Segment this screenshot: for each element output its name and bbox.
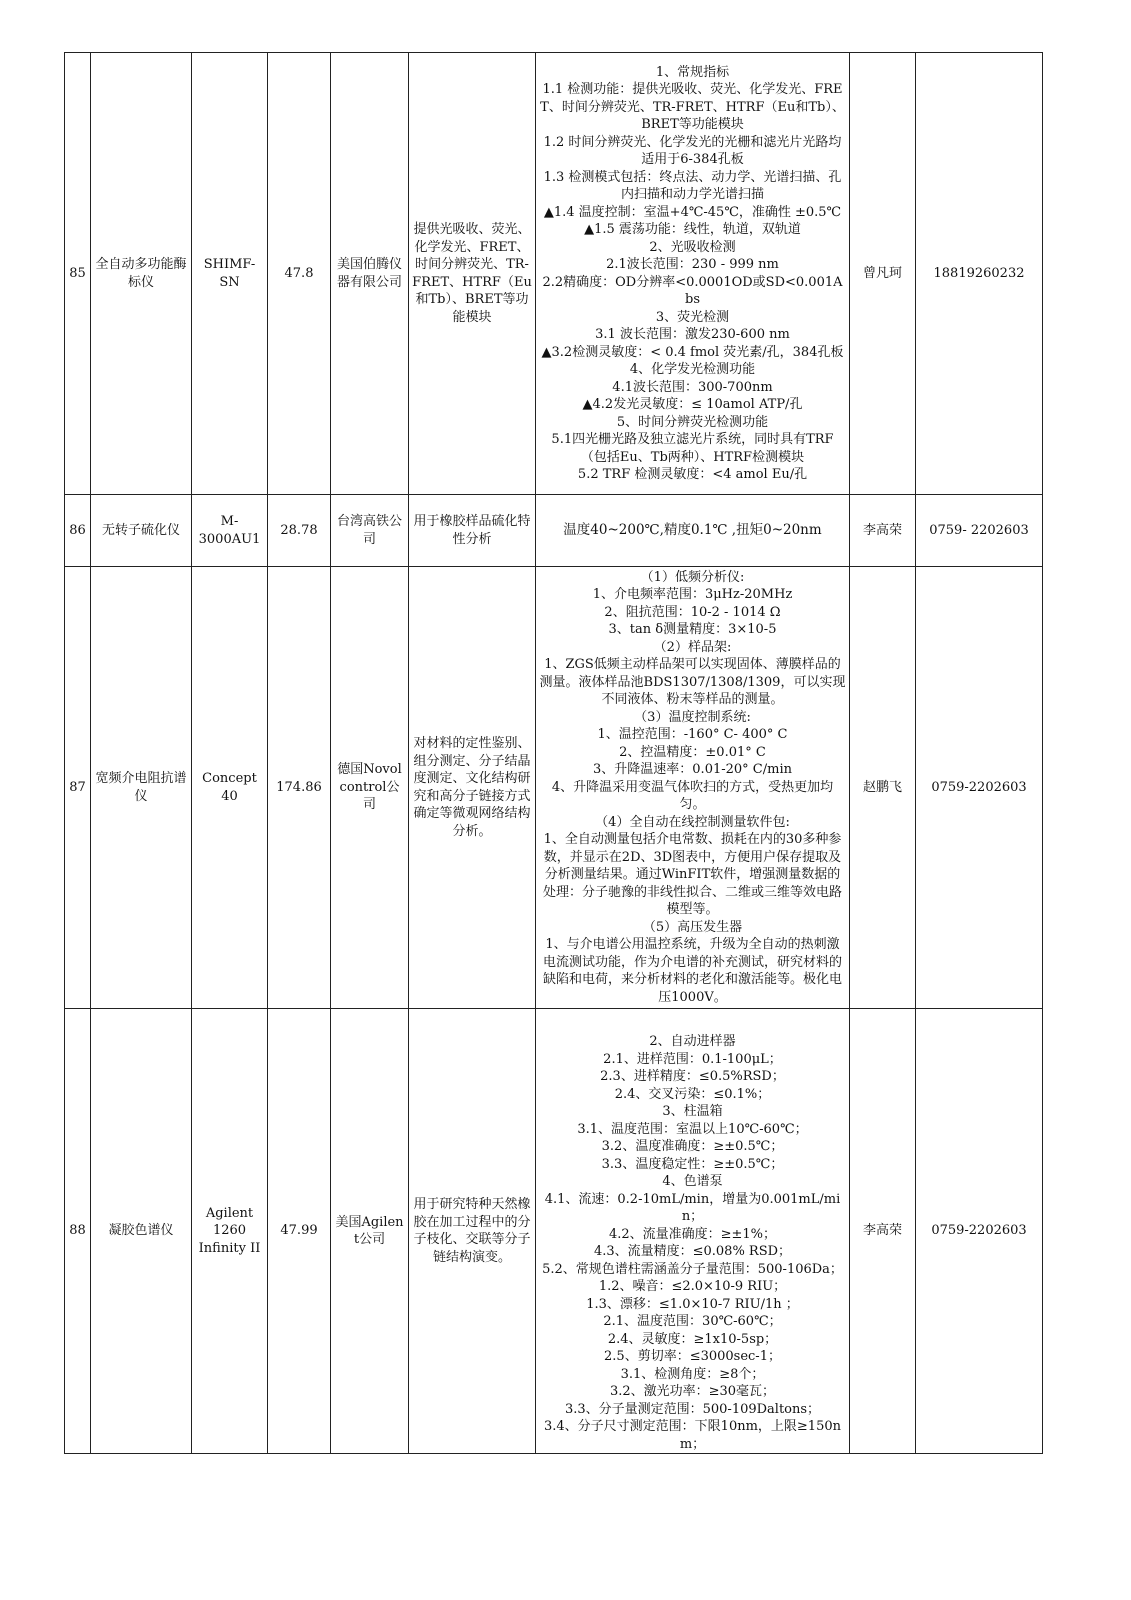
spec-line: 5.2 TRF 检测灵敏度：<4 amol Eu/孔 bbox=[577, 467, 808, 482]
spec-line: 5.2、常规色谱柱需涵盖分子量范围：500-106Da； bbox=[542, 1261, 843, 1277]
specifications bbox=[536, 495, 850, 567]
purpose: 用于橡胶样品硫化特性分析 bbox=[409, 495, 536, 567]
spec-line: 3、柱温箱 bbox=[662, 1104, 723, 1119]
spec-line: 2、自动进样器 bbox=[649, 1034, 736, 1049]
spec-line: 2.1波长范围：230 - 999 nm bbox=[606, 257, 779, 272]
spec-line: 1.3、漂移：≤1.0×10-7 RIU/1h ； bbox=[586, 1296, 799, 1312]
spec-line: ▲1.4 温度控制：室温+4℃-45℃，准确性 ±0.5℃ bbox=[543, 204, 842, 220]
spec-line: （1）低频分析仪: bbox=[640, 569, 745, 585]
specifications bbox=[536, 1009, 850, 1454]
spec-line: 2.4、交叉污染：≤0.1%； bbox=[614, 1086, 771, 1102]
row-number: 88 bbox=[65, 1009, 91, 1454]
spec-line: 5、时间分辨荧光检测功能 bbox=[616, 414, 769, 430]
model-number: M-3000AU1 bbox=[192, 495, 268, 567]
spec-line: 2.5、剪切率：≤3000sec-1； bbox=[604, 1349, 781, 1364]
phone-number: 0759-2202603 bbox=[916, 1009, 1043, 1454]
manufacturer: 德国Novolcontrol公司 bbox=[331, 567, 409, 1009]
spec-line: 3.1、检测角度：≥8个； bbox=[620, 1366, 765, 1382]
spec-line: 2.1、进样范围：0.1-100μL； bbox=[603, 1051, 782, 1067]
spec-line: 1、常规指标 bbox=[655, 64, 730, 80]
equipment-name: 无转子硫化仪 bbox=[91, 495, 192, 567]
price: 174.86 bbox=[268, 567, 331, 1009]
spec-line: ▲3.2检测灵敏度：< 0.4 fmol 荧光素/孔，384孔板 bbox=[541, 344, 844, 360]
model-number: SHIMF-SN bbox=[192, 53, 268, 495]
spec-line: 1、与介电谱公用温控系统，升级为全自动的热刺激电流测试功能，作为介电谱的补充测试，研究材料的缺陷和电荷，来分析材料的老化和激活能等。极化电压1000V。 bbox=[542, 937, 842, 1005]
spec-line: （5）高压发生器 bbox=[642, 919, 743, 935]
spec-line: 2.4、灵敏度：≥1x10-5sp； bbox=[607, 1331, 778, 1347]
equipment-name: 宽频介电阻抗谱仪 bbox=[91, 567, 192, 1009]
spec-line: 5.1四光栅光路及独立滤光片系统，同时具有TRF（包括Eu、Tb两种）、HTRF检测模块 bbox=[551, 432, 834, 465]
spec-line: 1、介电频率范围：3μHz-20MHz bbox=[592, 587, 793, 603]
purpose: 提供光吸收、荧光、化学发光、FRET、时间分辨荧光、TR-FRET、HTRF（Eu和Tb）、BRET等功能模块 bbox=[409, 53, 536, 495]
equipment-table bbox=[64, 52, 1043, 1454]
spec-line: 1、ZGS低频主动样品架可以实现固体、薄膜样品的测量。液体样品池BDS1307/1308/1309，可以实现不同液体、粉末等样品的测量。 bbox=[539, 657, 846, 708]
spec-line: 1.2、噪音：≤2.0×10-9 RIU； bbox=[598, 1279, 787, 1294]
spec-line: （2）样品架: bbox=[653, 639, 732, 655]
spec-line: 3.3、分子量测定范围：500-109Daltons； bbox=[564, 1401, 821, 1417]
contact-person: 赵鹏飞 bbox=[850, 567, 916, 1009]
row-number: 87 bbox=[65, 567, 91, 1009]
manufacturer: 美国伯腾仪器有限公司 bbox=[331, 53, 409, 495]
spec-line: 4、色谱泵 bbox=[662, 1174, 723, 1189]
spec-line: 3、升降温速率：0.01-20° C/min bbox=[593, 762, 792, 778]
spec-line: 4.2、流量准确度：≥±1%； bbox=[608, 1226, 777, 1242]
spec-line: 2、光吸收检测 bbox=[649, 239, 736, 255]
spec-line: 3.2、温度准确度：≥±0.5℃； bbox=[601, 1139, 784, 1154]
spec-line: （3）温度控制系统: bbox=[634, 709, 751, 725]
spec-line: 1.3 检测模式包括：终点法、动力学、光谱扫描、孔内扫描和动力学光谱扫描 bbox=[543, 169, 842, 202]
spec-line: 3.2、激光功率：≥30毫瓦； bbox=[609, 1384, 776, 1399]
specifications bbox=[536, 53, 850, 495]
spec-line: 温度40~200℃,精度0.1℃ ,扭矩0~20nm bbox=[563, 521, 822, 538]
contact-person: 曾凡珂 bbox=[850, 53, 916, 495]
row-number: 86 bbox=[65, 495, 91, 567]
phone-number: 0759- 2202603 bbox=[916, 495, 1043, 567]
purpose: 对材料的定性鉴别、组分测定、分子结晶度测定、文化结构研究和高分子链接方式确定等微观网络结构分析。 bbox=[409, 567, 536, 1009]
spec-line: （4）全自动在线控制测量软件包: bbox=[595, 814, 790, 830]
specifications bbox=[536, 567, 850, 1009]
spec-line: 3.1 波长范围：激发230-600 nm bbox=[595, 327, 790, 342]
table-row bbox=[65, 495, 1043, 567]
spec-line: 3、荧光检测 bbox=[655, 309, 730, 325]
price: 28.78 bbox=[268, 495, 331, 567]
price: 47.8 bbox=[268, 53, 331, 495]
contact-person: 李高荣 bbox=[850, 495, 916, 567]
row-number: 85 bbox=[65, 53, 91, 495]
spec-line: 2、控温精度：±0.01° C bbox=[619, 744, 766, 760]
spec-line: 3.1、温度范围：室温以上10℃-60℃； bbox=[577, 1121, 808, 1137]
spec-line: 3.3、温度稳定性：≥±0.5℃； bbox=[601, 1156, 784, 1172]
spec-line: 2.2精确度：OD分辨率<0.0001OD或SD<0.001Abs bbox=[542, 274, 843, 307]
spec-line: 3、tan δ测量精度：3×10-5 bbox=[608, 622, 777, 638]
spec-line: 4、化学发光检测功能 bbox=[629, 362, 756, 377]
manufacturer: 美国Agilent公司 bbox=[331, 1009, 409, 1454]
spec-line: ▲4.2发光灵敏度：≤ 10amol ATP/孔 bbox=[582, 397, 803, 412]
contact-person: 李高荣 bbox=[850, 1009, 916, 1454]
spec-line: 2、阻抗范围：10-2 - 1014 Ω bbox=[604, 604, 781, 620]
spec-line: 1、温控范围：-160° C- 400° C bbox=[597, 727, 788, 743]
equipment-name: 全自动多功能酶标仪 bbox=[91, 53, 192, 495]
spec-line: 4.1、流速：0.2-10mL/min，增量为0.001mL/min； bbox=[544, 1191, 841, 1224]
manufacturer: 台湾高铁公司 bbox=[331, 495, 409, 567]
spec-line: 3.4、分子尺寸测定范围：下限10nm，上限≥150nm； bbox=[544, 1419, 841, 1452]
price: 47.99 bbox=[268, 1009, 331, 1454]
spec-line: 1.1 检测功能：提供光吸收、荧光、化学发光、FRET、时间分辨荧光、TR-FRET、HTRF（Eu和Tb）、BRET等功能模块 bbox=[540, 82, 845, 132]
spec-line: 4.3、流量精度：≤0.08% RSD； bbox=[593, 1244, 792, 1259]
table-row bbox=[65, 53, 1043, 495]
equipment-name: 凝胶色谱仪 bbox=[91, 1009, 192, 1454]
model-number: Agilent 1260 Infinity II bbox=[192, 1009, 268, 1454]
model-number: Concept 40 bbox=[192, 567, 268, 1009]
table-row bbox=[65, 1009, 1043, 1454]
spec-line: 2.3、进样精度：≤0.5%RSD； bbox=[600, 1069, 785, 1084]
spec-line: 1.2 时间分辨荧光、化学发光的光栅和滤光片光路均适用于6-384孔板 bbox=[543, 134, 842, 167]
spec-line: 4、升降温采用变温气体吹扫的方式，受热更加均匀。 bbox=[551, 779, 834, 813]
purpose: 用于研究特种天然橡胶在加工过程中的分子枝化、交联等分子链结构演变。 bbox=[409, 1009, 536, 1454]
spec-line: 1、全自动测量包括介电常数、损耗在内的30多种参数，并显示在2D、3D图表中，方便用户保存提取及分析测量结果。通过WinFIT软件，增强测量数据的处理：分子驰豫的非线性拟合、二维或三维等效电路模型等。 bbox=[542, 832, 842, 918]
spec-line: 2.1、温度范围：30℃-60℃； bbox=[603, 1314, 782, 1329]
table-row bbox=[65, 567, 1043, 1009]
spec-line: ▲1.5 震荡功能：线性，轨道，双轨道 bbox=[584, 222, 801, 237]
phone-number: 18819260232 bbox=[916, 53, 1043, 495]
spec-line: 4.1波长范围：300-700nm bbox=[612, 379, 773, 395]
phone-number: 0759-2202603 bbox=[916, 567, 1043, 1009]
